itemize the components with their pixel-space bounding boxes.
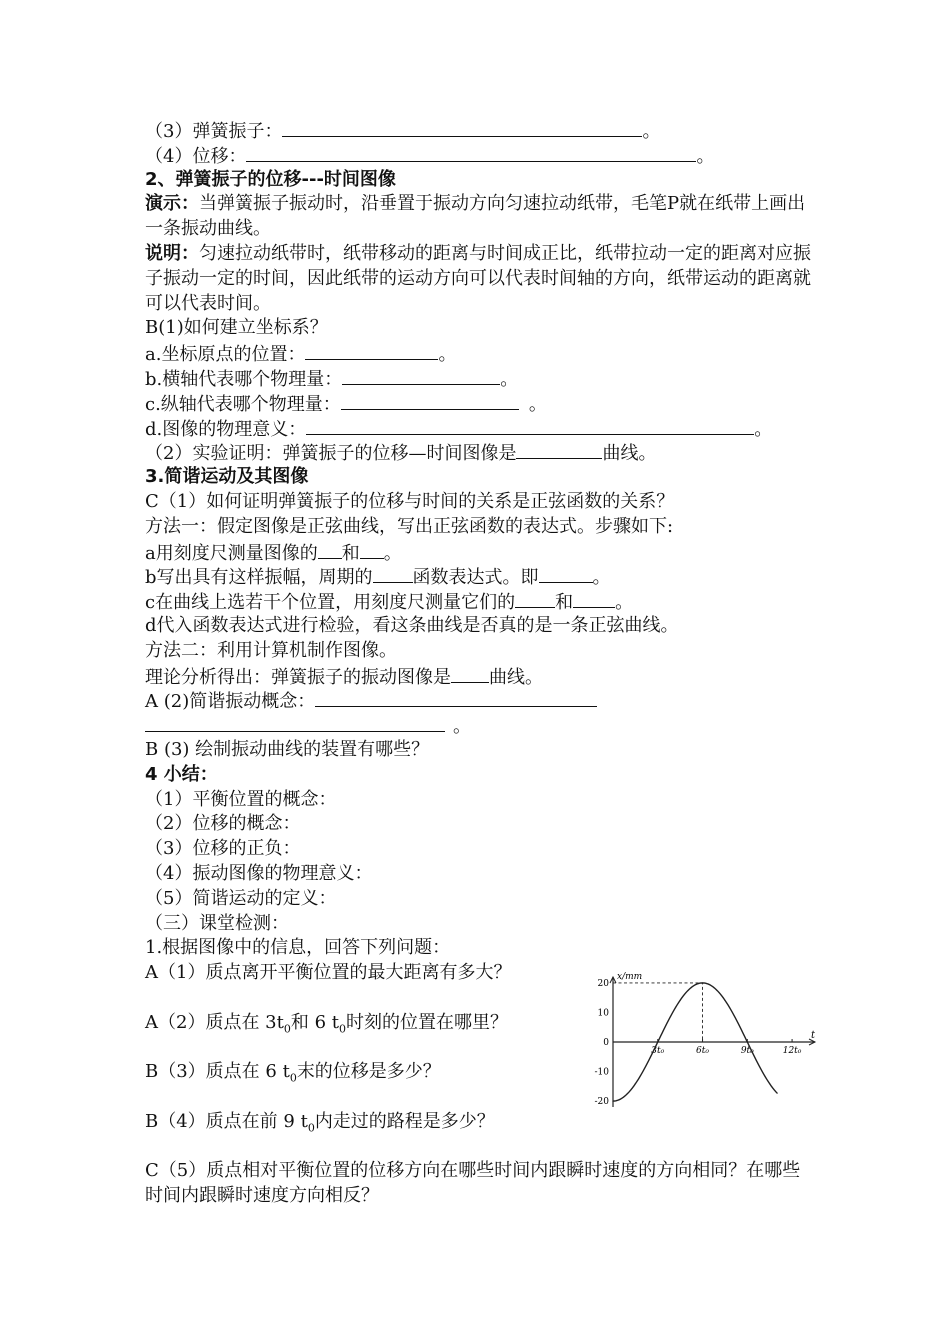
method-two: 方法二：利用计算机制作图像。 xyxy=(145,639,397,661)
answer-blank[interactable] xyxy=(516,440,602,459)
displacement-time-chart xyxy=(585,965,825,1115)
question-1: A（1）质点离开平衡位置的最大距离有多大？ xyxy=(145,962,512,984)
data-point xyxy=(769,1083,770,1084)
question-2: A（2）质点在 $3t_0$和 6 $t_0$时刻的位置在哪里？ xyxy=(145,1011,508,1036)
data-point xyxy=(747,1041,748,1042)
summary-5: （5）简谐运动的定义： xyxy=(145,887,337,909)
note-paragraph: 说明：匀速拉动纸带时，纸带移动的距离与时间成正比，纸带拉动一定的距离对应振子振动一定的时间，因此纸带的运动方向可以代表时间轴的方向，纸带运动的距离就可以代表时间。 xyxy=(145,242,811,314)
line-origin: a.坐标原点的位置： 。 xyxy=(145,341,815,366)
x-tick-label: 6t₀ xyxy=(696,1046,710,1056)
x-tick-label: 9t₀ xyxy=(740,1046,754,1056)
summary-2: （2）位移的概念： xyxy=(145,813,301,835)
answer-blank[interactable] xyxy=(145,713,445,732)
line-spring-oscillator: （3）弹簧振子： 。 xyxy=(145,118,815,143)
x-tick-label: 12t₀ xyxy=(782,1046,802,1056)
question-b1: B(1)如何建立坐标系？ xyxy=(145,317,328,339)
question-a2-continued: 。 xyxy=(145,713,815,738)
answer-blank[interactable] xyxy=(246,143,696,162)
x-tick-label: 3t₀ xyxy=(651,1046,665,1056)
method-one: 方法一：假定图像是正弦曲线，写出正弦函数的表达式。步骤如下: xyxy=(145,515,674,537)
data-point xyxy=(777,1093,778,1094)
answer-blank[interactable] xyxy=(315,688,597,707)
section-heading-4: 4 小结： xyxy=(145,763,218,785)
answer-blank[interactable] xyxy=(539,564,593,583)
question-c1: C（1）如何证明弹簧振子的位移与时间的关系是正弦函数的关系？ xyxy=(145,490,675,512)
data-point xyxy=(657,1041,658,1042)
line-meaning: d.图像的物理意义： 。 xyxy=(145,416,815,441)
peak-guide-dashed xyxy=(613,983,703,1042)
answer-blank[interactable] xyxy=(341,391,519,410)
line-experiment: （2）实验证明：弹簧振子的位移—时间图像是 曲线。 xyxy=(145,440,815,465)
demo-paragraph: 演示：当弹簧振子振动时，沿垂置于振动方向匀速拉动纸带，毛笔P就在纸带上画出一条振动曲线。 xyxy=(145,193,806,240)
answer-blank[interactable] xyxy=(373,564,413,583)
y-tick-label: -20 xyxy=(594,1097,609,1108)
chart-axes xyxy=(595,972,817,1107)
question-5: C（5）质点相对平衡位置的位移方向在哪些时间内跟瞬时速度的方向相同？在哪些时间内跟瞬时速度方向相反？ xyxy=(145,1160,801,1207)
theory-conclusion: 理论分析得出：弹簧振子的振动图像是 曲线。 xyxy=(145,664,815,689)
question-a2: A (2)简谐振动概念： xyxy=(145,688,815,713)
line-y-axis: c.纵轴代表哪个物理量： 。 xyxy=(145,391,815,416)
y-tick-label: -10 xyxy=(594,1067,609,1078)
y-tick-label: 0 xyxy=(603,1038,609,1048)
line-x-axis: b.横轴代表哪个物理量： 。 xyxy=(145,366,815,391)
y-tick-label: 10 xyxy=(597,1008,609,1019)
answer-blank[interactable] xyxy=(515,589,555,608)
data-point xyxy=(702,982,703,983)
answer-blank[interactable] xyxy=(360,540,384,559)
question-4: B（4）质点在前 9 $t_0$内走过的路程是多少？ xyxy=(145,1110,495,1135)
section-heading-3: 3.简谐运动及其图像 xyxy=(145,466,309,488)
y-axis-label: x/mm xyxy=(617,972,643,982)
step-b: b写出具有这样振幅，周期的 函数表达式。即 。 xyxy=(145,564,815,589)
question-intro: 1.根据图像中的信息，回答下列问题： xyxy=(145,937,451,959)
data-point xyxy=(612,1100,613,1101)
answer-blank[interactable] xyxy=(306,416,754,435)
data-point xyxy=(635,1083,636,1084)
step-c: c在曲线上选若干个位置，用刻度尺测量它们的 和 。 xyxy=(145,589,815,614)
line-displacement: （4）位移： 。 xyxy=(145,143,815,168)
answer-blank[interactable] xyxy=(342,366,500,385)
answer-blank[interactable] xyxy=(305,341,438,360)
section-heading-2: 2、弹簧振子的位移---时间图像 xyxy=(145,168,396,190)
data-point xyxy=(680,1000,681,1001)
answer-blank[interactable] xyxy=(451,664,489,683)
y-tick-label: 20 xyxy=(597,978,609,989)
step-a: a用刻度尺测量图像的 和 。 xyxy=(145,540,815,565)
answer-blank[interactable] xyxy=(318,540,342,559)
classroom-test-heading: （三）课堂检测： xyxy=(145,912,289,934)
step-d: d代入函数表达式进行检验，看这条曲线是否真的是一条正弦曲线。 xyxy=(145,614,679,636)
data-point xyxy=(724,1000,725,1001)
answer-blank[interactable] xyxy=(282,118,642,137)
answer-blank[interactable] xyxy=(573,589,615,608)
summary-3: （3）位移的正负： xyxy=(145,838,301,860)
question-3: B（3）质点在 6 $t_0$末的位移是多少？ xyxy=(145,1061,441,1085)
summary-4: （4）振动图像的物理意义： xyxy=(145,862,373,884)
x-axis-label: t xyxy=(811,1030,816,1041)
question-b3: B (3) 绘制振动曲线的装置有哪些？ xyxy=(145,738,430,760)
summary-1: （1）平衡位置的概念： xyxy=(145,788,337,810)
